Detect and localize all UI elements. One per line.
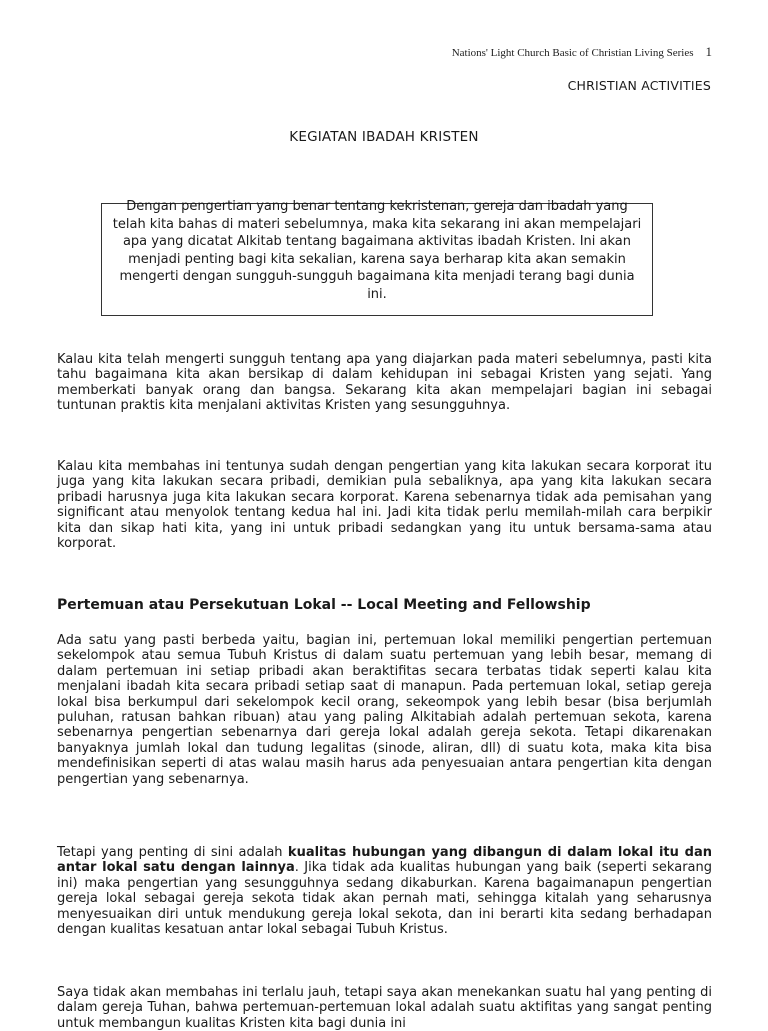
paragraph-1: Kalau kita telah mengerti sungguh tentang apa yang diajarkan pada materi sebelumnya, pasti kita tahu bagaimana kita akan bersikap di dalam kehidupan ini sebagai Kristen yang sejati. Yang memberkati banyak orang dan bangsa. Sekarang kita akan mempelajari bagian ini sebagai tuntunan praktis kita menjalani aktivitas Kristen yang sesungguhnya. [57,352,712,414]
document-title: KEGIATAN IBADAH KRISTEN [289,129,479,145]
paragraph-2: Kalau kita membahas ini tentunya sudah dengan pengertian yang kita lakukan secara korporat itu juga yang kita lakukan secara pribadi, demikian pula sebaliknya, apa yang kita lakukan secara pribadi harusnya juga kita lakukan secara korporat. Karena sebenarnya tidak ada pemisahan yang significant atau menyolok tentang kedua hal ini. Jadi kita tidak perlu memilah-milah cara berpikir kita dan sikap hati kita, yang ini untuk pribadi sedangkan yang itu untuk bersama-sama atau korporat. [57,459,712,552]
paragraph-4-lead: Tetapi yang penting di sini adalah [57,845,288,860]
section-label: CHRISTIAN ACTIVITIES [567,78,711,93]
paragraph-4-rest: . Jika tidak ada kualitas hubungan yang baik (seperti sekarang ini) maka pengertian yang sesungguhnya sedang dikaburkan. Karena bagaimanapun pengertian gereja lokal sebagai gereja sekota tidak akan pernah mati, sehingga kitalah yang seharusnya menyesuaikan diri untuk mendukung gereja lokal sekota, dan ini berarti kita sedang berhadapan dengan kualitas kesatuan antar lokal sebagai Tubuh Kristus. [57,860,712,938]
series-title: Nations' Light Church Basic of Christian Living Series [451,47,694,59]
paragraph-4-emphasis: kualitas hubungan yang dibangun di dalam lokal itu dan antar lokal satu dengan lainnya [57,845,712,876]
paragraph-4 [57,845,712,937]
page-number: 1 [705,44,712,59]
intro-text: Dengan pengertian yang benar tentang kekristenan, gereja dan ibadah yang telah kita bahas di materi sebelumnya, maka kita sekarang ini akan mempelajari apa yang dicatat Alkitab tentang bagaimana aktivitas ibadah Kristen. Ini akan menjadi penting bagi kita sekalian, karena saya berharap kita akan semakin mengerti dengan sungguh-sungguh bagaimana kita menjadi terang bagi dunia ini. [112,199,642,302]
intro-box [101,199,653,316]
section-heading: Pertemuan atau Persekutuan Lokal -- Local Meeting and Fellowship [57,597,591,613]
running-header [452,44,712,60]
paragraph-3: Ada satu yang pasti berbeda yaitu, bagian ini, pertemuan lokal memiliki pengertian pertemuan sekelompok atau semua Tubuh Kristus di dalam suatu pertemuan yang lebih besar, memang di dalam pertemuan ini setiap pribadi akan beraktifitas secara terbatas tidak seperti kalau kita menjalani ibadah kita secara pribadi setiap saat di manapun. Pada pertemuan lokal, setiap gereja lokal bisa berkumpul dari sekelompok kecil orang, sekeompok yang lebih besar (bisa berjumlah puluhan, ratusan bahkan ribuan) atau yang paling Alkitabiah adalah pertemuan sekota, karena sebenarnya pengertian sebenarnya dari gereja lokal adalah gereja sekota. Tetapi dikarenakan banyaknya jumlah lokal dan tudung legalitas (sinode, aliran, dll) di suatu kota, maka kita bisa mendefinisikan seperti di atas walau masih harus ada penyesuaian antara pengertian kita dengan pengertian yang sebenarnya. [57,633,712,787]
paragraph-5: Saya tidak akan membahas ini terlalu jauh, tetapi saya akan menekankan suatu hal yang penting di dalam gereja Tuhan, bahwa pertemuan-pertemuan lokal adalah suatu aktifitas yang sangat penting untuk membangun kualitas Kristen kita bagi dunia ini [57,985,712,1031]
